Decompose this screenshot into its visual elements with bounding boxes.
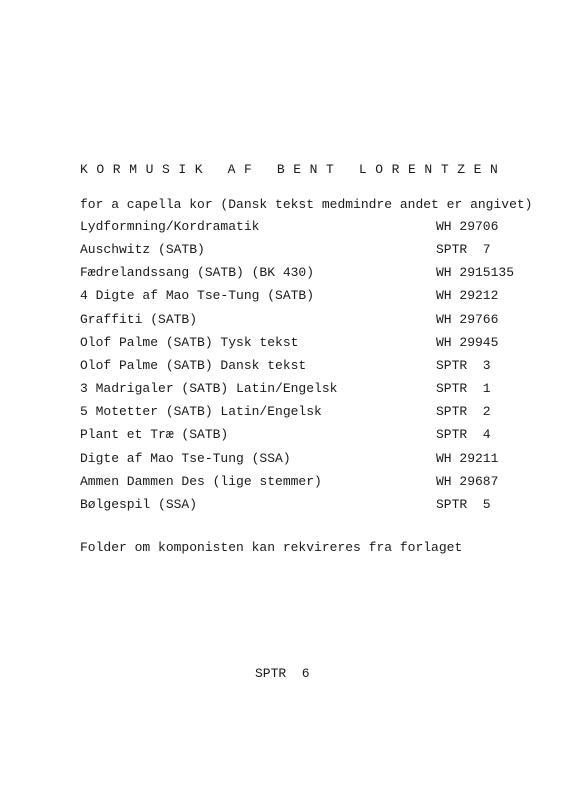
- work-title: Bølgespil (SSA): [80, 496, 198, 512]
- catalog-code: WH 29212: [436, 288, 499, 304]
- list-item: [80, 474, 500, 497]
- catalog-code: WH 29766: [436, 311, 499, 327]
- subtitle: for a capella kor (Dansk tekst medmindre andet er angivet): [80, 197, 533, 212]
- list-item: [80, 427, 500, 450]
- list-item: [80, 404, 500, 427]
- catalog-code: SPTR 2: [436, 404, 491, 420]
- catalog-code: WH 29211: [436, 450, 499, 466]
- page-number: SPTR 6: [255, 666, 310, 681]
- work-title: 3 Madrigaler (SATB) Latin/Engelsk: [80, 381, 338, 397]
- catalog-code: WH 29706: [436, 219, 499, 234]
- list-item: [80, 335, 500, 358]
- list-item: [80, 219, 500, 242]
- catalog-code: SPTR 3: [436, 357, 491, 373]
- work-title: Olof Palme (SATB) Dansk tekst: [80, 357, 307, 373]
- list-item: [80, 497, 500, 520]
- catalog-code: WH 29687: [436, 473, 499, 489]
- catalog-code: SPTR 4: [436, 427, 491, 443]
- catalog-code: SPTR 5: [436, 496, 491, 512]
- list-item: [80, 381, 500, 404]
- catalog-code: WH 29945: [436, 334, 499, 350]
- work-title: 5 Motetter (SATB) Latin/Engelsk: [80, 404, 322, 420]
- work-title: Plant et Træ (SATB): [80, 427, 229, 443]
- work-title: Fædrelandssang (SATB) (BK 430): [80, 265, 315, 281]
- work-title: Olof Palme (SATB) Tysk tekst: [80, 334, 299, 350]
- catalog-code: SPTR 7: [436, 242, 491, 258]
- list-item: [80, 358, 500, 381]
- work-title: Lydformning/Kordramatik: [80, 219, 260, 234]
- list-item: [80, 265, 515, 288]
- works-list: [80, 219, 515, 520]
- page-title: KORMUSIK AF BENT LORENTZEN: [80, 162, 507, 177]
- list-item: [80, 451, 500, 474]
- work-title: 4 Digte af Mao Tse-Tung (SATB): [80, 288, 315, 304]
- catalog-code: WH 2915135: [436, 265, 515, 281]
- work-title: Digte af Mao Tse-Tung (SSA): [80, 450, 291, 466]
- list-item: [80, 242, 500, 265]
- work-title: Ammen Dammen Des (lige stemmer): [80, 473, 322, 489]
- list-item: [80, 312, 500, 335]
- work-title: Auschwitz (SATB): [80, 242, 205, 258]
- list-item: [80, 288, 500, 311]
- work-title: Graffiti (SATB): [80, 311, 198, 327]
- publisher-note: Folder om komponisten kan rekvireres fra forlaget: [80, 540, 463, 555]
- catalog-code: SPTR 1: [436, 381, 491, 397]
